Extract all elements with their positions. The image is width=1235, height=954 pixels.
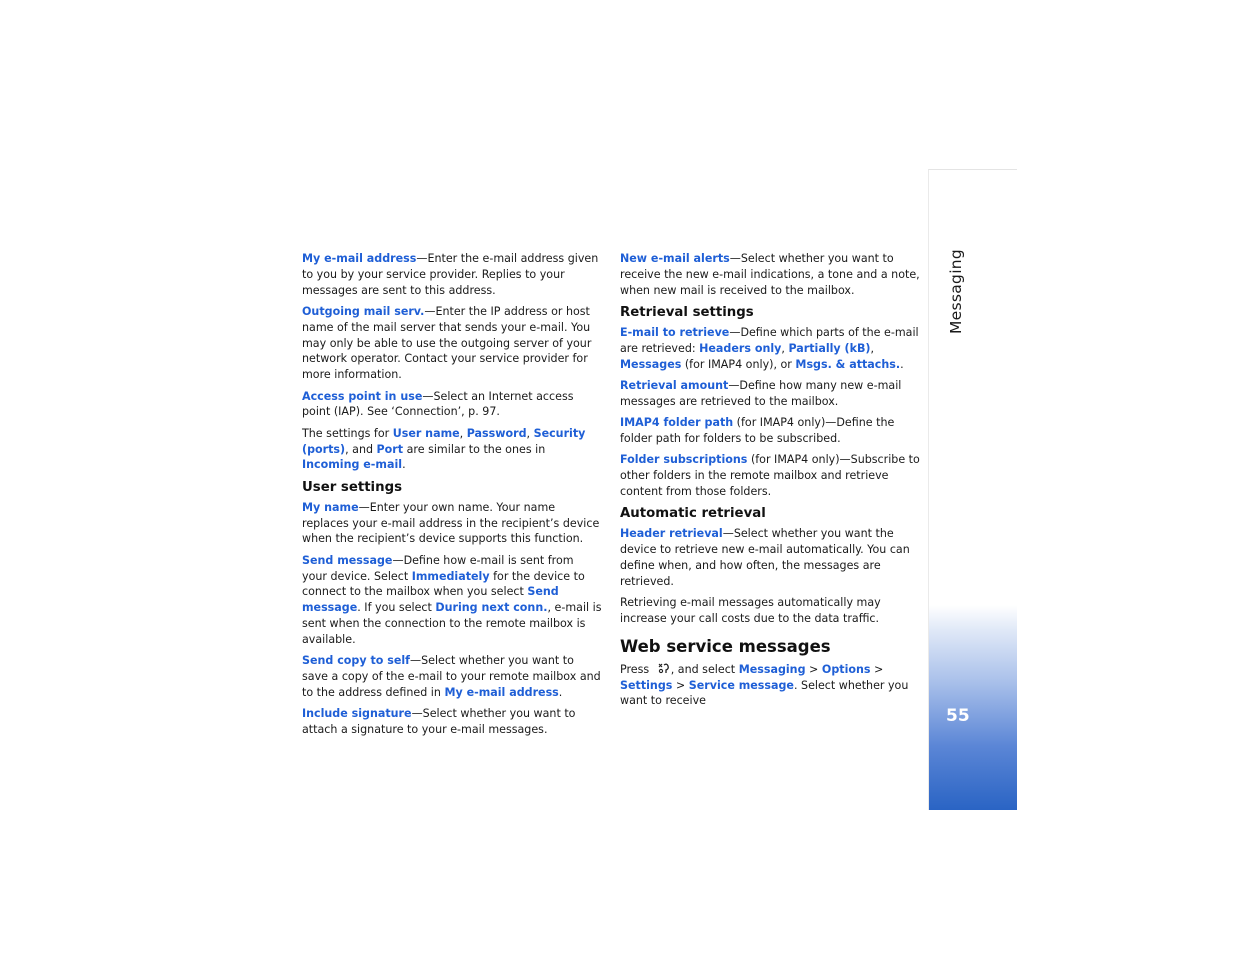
heading-retrieval-settings: Retrieval settings bbox=[620, 304, 754, 320]
paragraph-outgoing-mail-serv bbox=[302, 304, 602, 383]
term-my-email-address: My e-mail address bbox=[302, 252, 417, 265]
text: . If you select bbox=[357, 601, 436, 615]
paragraph-my-name bbox=[302, 500, 602, 547]
text: —Select whether you want to save a copy of the e-mail to your remote mailbox and to the address defined in bbox=[302, 654, 601, 699]
text: —Enter the e-mail address given to you by your service provider. Replies to your messages are sent to this address. bbox=[302, 252, 599, 297]
term-options: Options bbox=[821, 662, 871, 676]
term-outgoing-mail-serv: Outgoing mail serv. bbox=[302, 304, 425, 318]
text: , bbox=[870, 341, 875, 355]
term-new-email-alerts: New e-mail alerts bbox=[620, 252, 730, 265]
term-messages: Messages bbox=[620, 357, 682, 371]
text: (for IMAP4 only), or bbox=[681, 357, 796, 371]
term-email-to-retrieve: E-mail to retrieve bbox=[620, 325, 730, 339]
heading-web-service-messages: Web service messages bbox=[620, 636, 831, 656]
term-include-signature: Include signature bbox=[302, 707, 412, 721]
text: —Enter your own name. Your name replaces your e-mail address in the recipient’s device when the recipient’s device supports this function. bbox=[302, 500, 600, 546]
term-msgs-attachs: Msgs. & attachs. bbox=[795, 357, 901, 371]
term-port: Port bbox=[376, 442, 404, 456]
paragraph-header-retrieval bbox=[620, 526, 922, 589]
text: , bbox=[459, 426, 467, 440]
text: —Select whether you want to attach a signature to your e-mail messages. bbox=[302, 707, 576, 736]
heading-user-settings: User settings bbox=[302, 479, 403, 495]
right-column bbox=[620, 251, 922, 715]
paragraph-settings-similar bbox=[302, 426, 602, 473]
text: > bbox=[672, 678, 689, 692]
term-my-email-address-2: My e-mail address bbox=[444, 685, 559, 699]
text: —Select whether you want to receive the new e-mail indications, a tone and a note, when new mail is received to the mailbox. bbox=[620, 252, 920, 297]
text: Press bbox=[620, 662, 653, 676]
text: Retrieving e-mail messages automatically may increase your call costs due to the data traffic. bbox=[620, 596, 881, 625]
term-during-next-conn: During next conn. bbox=[435, 601, 548, 615]
paragraph-imap4-folder-path bbox=[620, 415, 922, 447]
heading-automatic-retrieval: Automatic retrieval bbox=[620, 506, 766, 522]
text: for the device to connect to the mailbox when you select bbox=[302, 569, 585, 599]
term-incoming-email: Incoming e-mail bbox=[302, 458, 403, 472]
term-service-message: Service message bbox=[688, 678, 794, 692]
text: (for IMAP4 only)—Subscribe to other folders in the remote mailbox and retrieve content from those folders. bbox=[620, 453, 920, 498]
term-partially: Partially (kB) bbox=[788, 341, 871, 355]
text: , and select bbox=[670, 662, 739, 676]
term-send-message: Send message bbox=[302, 553, 393, 567]
text: —Select an Internet access point (IAP). See ‘Connection’, p. 97. bbox=[302, 389, 574, 419]
term-user-name: User name bbox=[392, 426, 460, 440]
text: —Enter the IP address or host name of the mail server that sends your e-mail. You may only be able to use the outgoing server of your network operator. Contact your service provider for more information. bbox=[302, 304, 592, 382]
text: . bbox=[900, 357, 904, 371]
paragraph-retrieving-note bbox=[620, 595, 922, 627]
term-my-name: My name bbox=[302, 500, 359, 514]
term-imap4-folder-path: IMAP4 folder path bbox=[620, 416, 734, 430]
paragraph-send-message bbox=[302, 553, 602, 648]
term-password: Password bbox=[466, 426, 527, 440]
text: . Select whether you want to receive bbox=[620, 678, 909, 708]
paragraph-folder-subscriptions bbox=[620, 452, 922, 499]
text: , and bbox=[345, 442, 377, 456]
text: —Define how many new e-mail messages are retrieved to the mailbox. bbox=[620, 378, 902, 408]
text: are similar to the ones in bbox=[403, 442, 546, 456]
term-send-copy-to-self: Send copy to self bbox=[302, 654, 410, 668]
term-messaging: Messaging bbox=[738, 662, 806, 676]
text: , bbox=[781, 341, 789, 355]
text: > bbox=[805, 662, 822, 676]
text: (for IMAP4 only)—Define the folder path for folders to be subscribed. bbox=[620, 416, 895, 445]
text: . bbox=[558, 685, 563, 699]
term-security-ports: Security (ports) bbox=[302, 426, 586, 456]
paragraph-email-to-retrieve bbox=[620, 325, 922, 372]
text: —Define how e-mail is sent from your device. Select bbox=[302, 553, 574, 583]
chapter-side-tab bbox=[928, 169, 1017, 810]
paragraph-access-point bbox=[302, 389, 602, 421]
paragraph-press-select bbox=[620, 662, 922, 709]
paragraph-include-signature bbox=[302, 706, 602, 738]
paragraph-send-copy bbox=[302, 653, 602, 700]
text: , bbox=[526, 426, 534, 440]
term-retrieval-amount: Retrieval amount bbox=[620, 378, 729, 392]
text: —Select whether you want the device to retrieve new e-mail automatically. You can define when, and how often, the messages are retrieved. bbox=[620, 527, 910, 588]
term-send-message-2: Send message bbox=[302, 585, 559, 615]
page-number: 55 bbox=[946, 706, 970, 726]
term-settings: Settings bbox=[620, 678, 673, 692]
text: . bbox=[402, 458, 406, 472]
menu-key-icon bbox=[656, 662, 670, 675]
text: The settings for bbox=[302, 426, 393, 440]
term-header-retrieval: Header retrieval bbox=[620, 527, 723, 541]
paragraph-my-email-address bbox=[302, 251, 602, 298]
term-access-point: Access point in use bbox=[302, 389, 423, 403]
text: —Define which parts of the e-mail are retrieved: bbox=[620, 325, 919, 355]
term-folder-subscriptions: Folder subscriptions bbox=[620, 453, 748, 467]
text: , e-mail is sent when the connection to the remote mailbox is available. bbox=[302, 601, 602, 646]
term-immediately: Immediately bbox=[411, 569, 490, 583]
chapter-label: Messaging bbox=[947, 248, 965, 334]
left-column bbox=[302, 251, 602, 743]
text: > bbox=[870, 662, 884, 676]
paragraph-retrieval-amount bbox=[620, 378, 922, 410]
term-headers-only: Headers only bbox=[699, 341, 782, 355]
paragraph-new-email-alerts bbox=[620, 251, 922, 298]
